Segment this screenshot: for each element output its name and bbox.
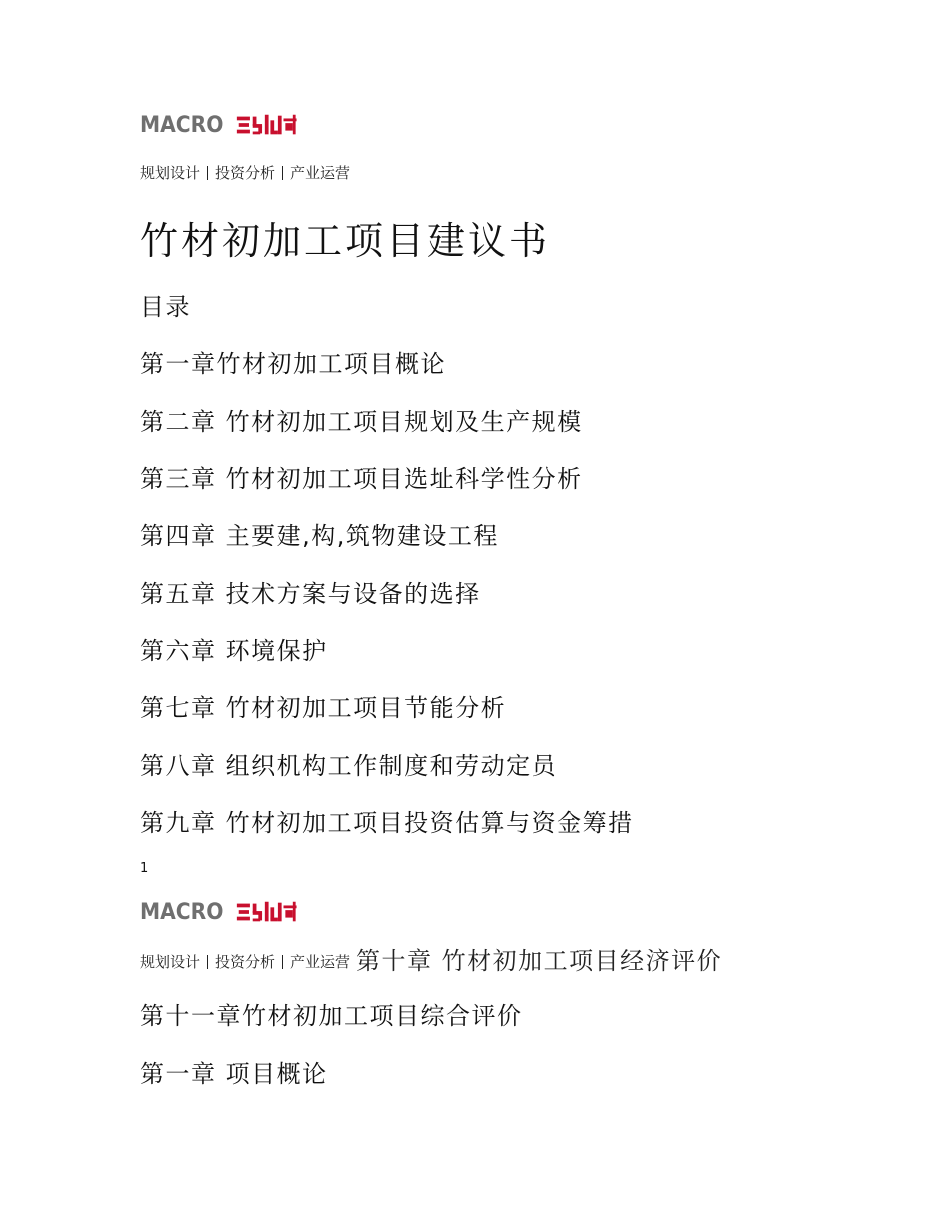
company-logo — [140, 110, 300, 140]
toc-heading: 目录 — [140, 293, 191, 321]
document-title: 竹材初加工项目建议书 — [140, 219, 551, 263]
logo-wordmark: MACRO — [140, 899, 224, 925]
tagline-operation: 产业运营 — [290, 164, 351, 182]
toc-chapter-1: 第一章竹材初加工项目概论 — [140, 350, 446, 378]
toc-chapter-2: 第二章 竹材初加工项目规划及生产规模 — [140, 408, 583, 436]
tagline-operation: 产业运营 — [290, 953, 351, 971]
toc-chapter-10: 第十章 竹材初加工项目经济评价 — [356, 947, 723, 975]
toc-chapter-11: 第十一章竹材初加工项目综合评价 — [140, 1002, 523, 1030]
tagline-investment: 投资分析 — [215, 164, 276, 182]
toc-chapter-5: 第五章 技术方案与设备的选择 — [140, 580, 481, 608]
logo-mark-icon — [235, 899, 300, 925]
tagline — [140, 947, 722, 976]
logo-wordmark: MACRO — [140, 112, 224, 138]
toc-chapter-6: 第六章 环境保护 — [140, 637, 328, 665]
toc-chapter-3: 第三章 竹材初加工项目选址科学性分析 — [140, 465, 583, 493]
toc-chapter-4: 第四章 主要建,构,筑物建设工程 — [140, 522, 499, 550]
toc-chapter-7: 第七章 竹材初加工项目节能分析 — [140, 694, 507, 722]
tagline — [140, 163, 350, 183]
company-logo — [140, 897, 300, 927]
tagline-divider — [282, 955, 283, 969]
toc-chapter-8: 第八章 组织机构工作制度和劳动定员 — [140, 752, 558, 780]
tagline-investment: 投资分析 — [215, 953, 276, 971]
toc-chapter-9: 第九章 竹材初加工项目投资估算与资金筹措 — [140, 809, 634, 837]
section-heading: 第一章 项目概论 — [140, 1060, 328, 1088]
tagline-planning: 规划设计 — [140, 164, 201, 182]
tagline-divider — [207, 955, 208, 969]
page-number: 1 — [140, 861, 149, 876]
logo-mark-icon — [235, 112, 300, 138]
tagline-divider — [207, 166, 208, 180]
tagline-divider — [282, 166, 283, 180]
tagline-planning: 规划设计 — [140, 953, 201, 971]
